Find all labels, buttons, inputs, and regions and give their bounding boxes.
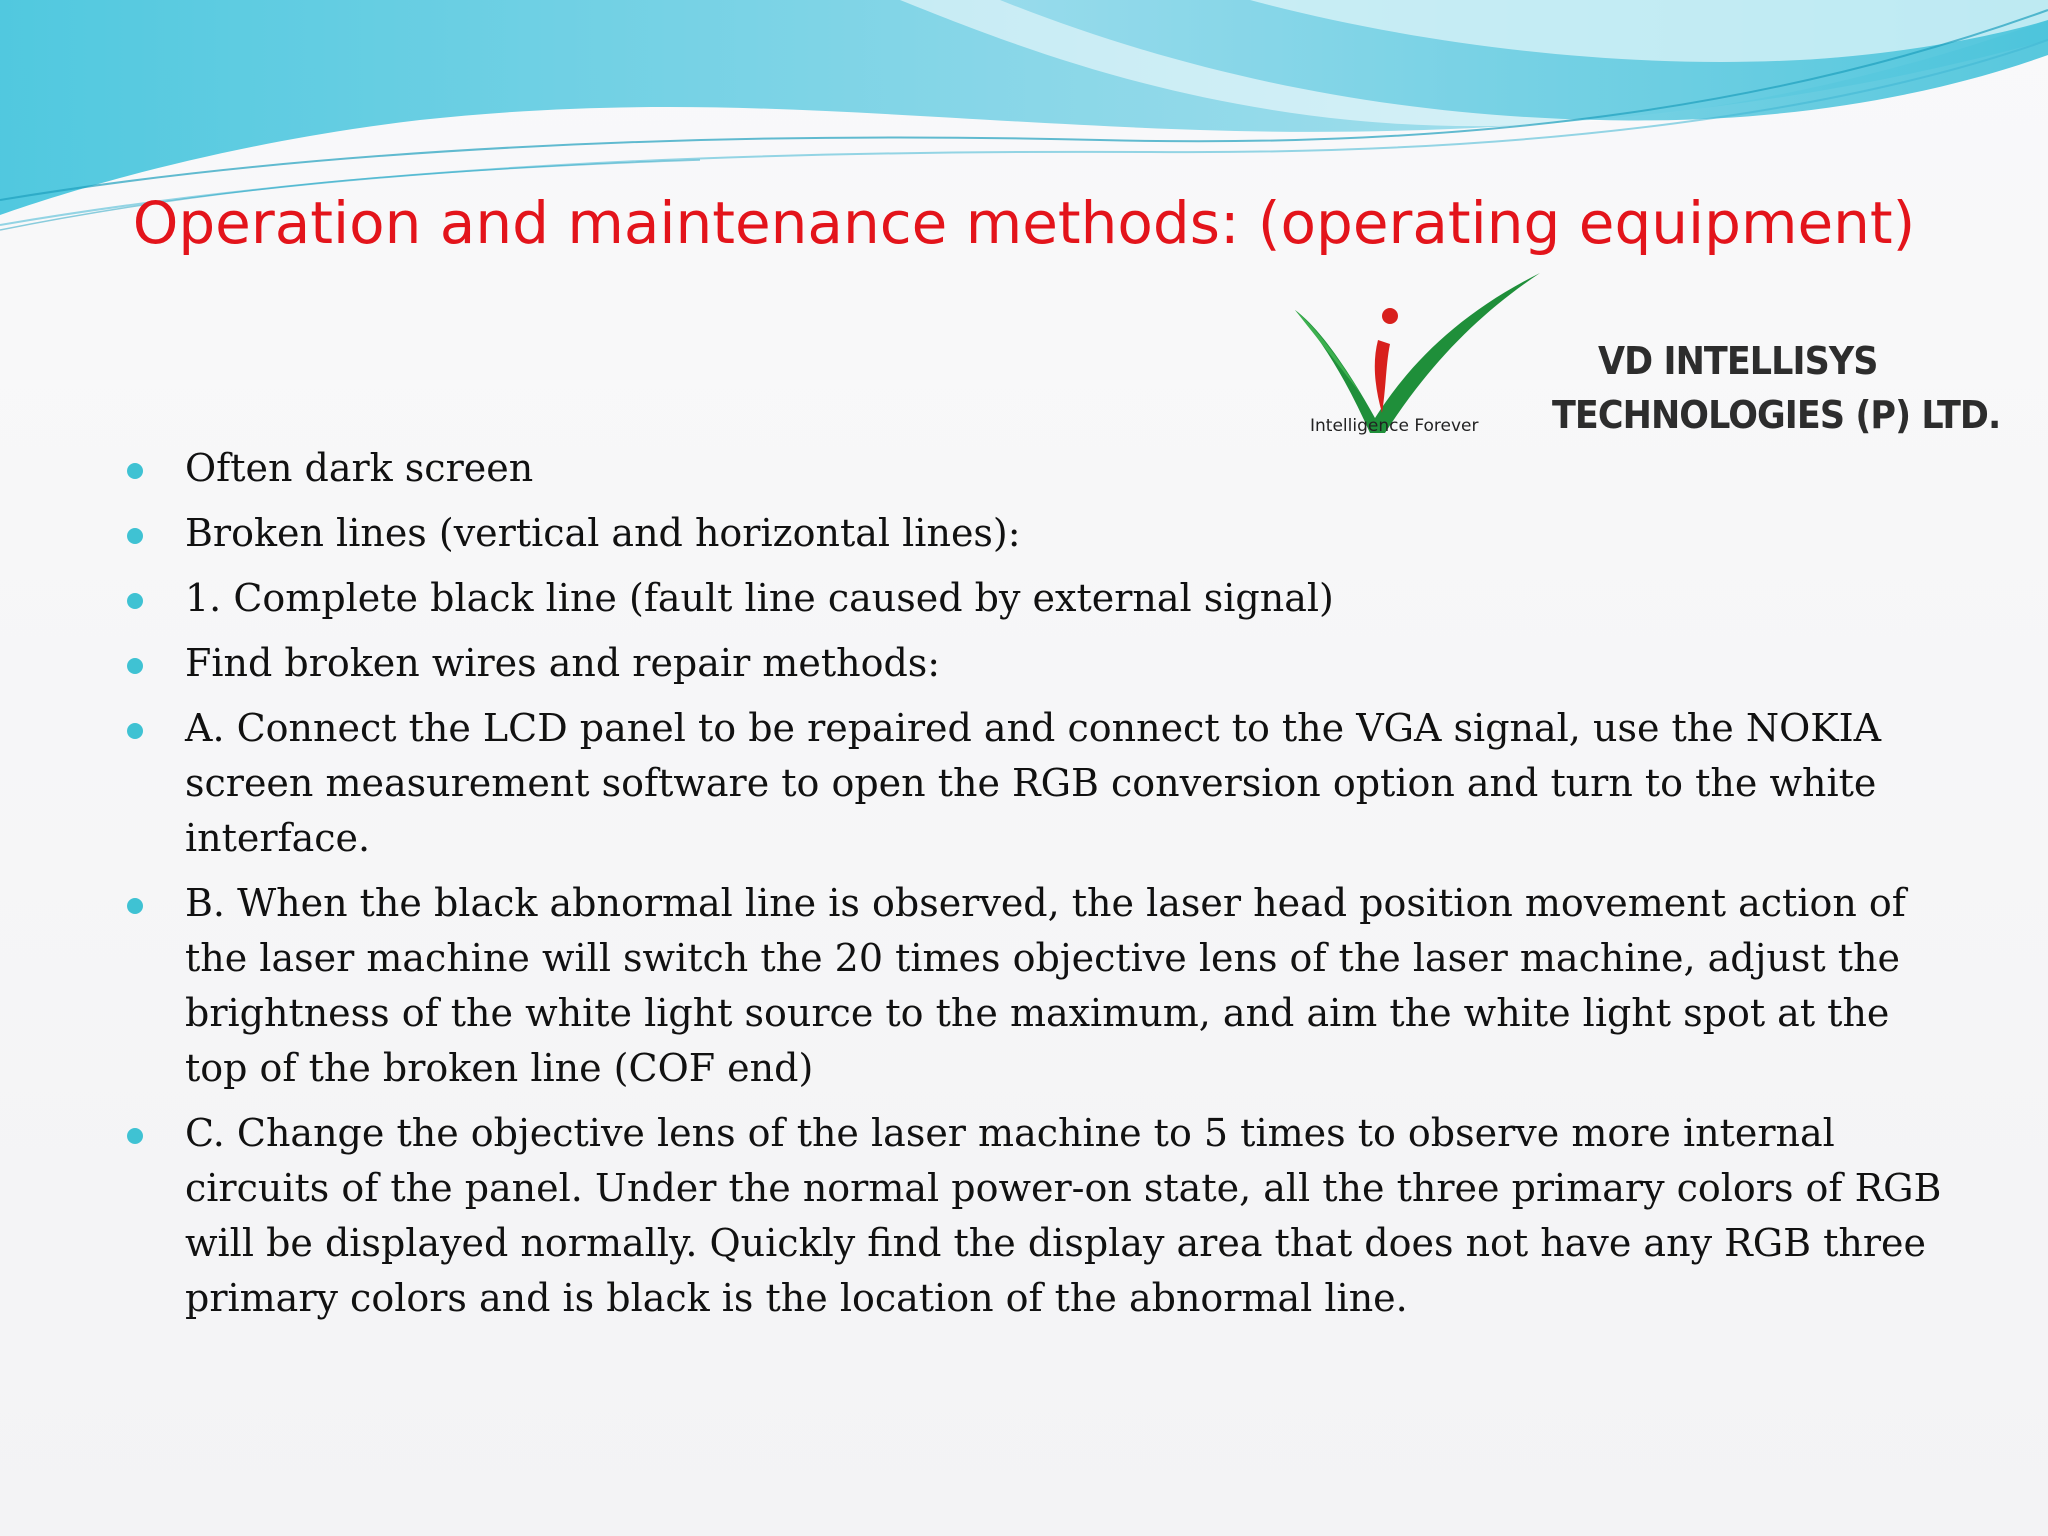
logo-tagline: Intelligence Forever xyxy=(1310,416,1479,436)
bullet-text: Broken lines (vertical and horizontal lines): xyxy=(185,511,1021,555)
bullet-item xyxy=(125,506,1945,561)
bullet-text: Often dark screen xyxy=(185,446,534,490)
bullet-item xyxy=(125,876,1945,1096)
bullet-text: C. Change the objective lens of the laser machine to 5 times to observe more internal circuits of the panel. Under the normal power-on state, all the three primary colors of RGB will be displayed normally. Quickly find the display area that does not have any RGB three primary colors and is black is the location of the abnormal line. xyxy=(185,1111,1942,1320)
bullet-list xyxy=(125,441,1945,1336)
bullet-dot-icon xyxy=(127,463,143,479)
bullet-dot-icon xyxy=(127,658,143,674)
company-name-line1: VD INTELLISYS xyxy=(1598,339,1878,383)
bullet-item xyxy=(125,441,1945,496)
bullet-item xyxy=(125,1106,1945,1326)
bullet-dot-icon xyxy=(127,528,143,544)
slide-title: Operation and maintenance methods: (operating equipment) xyxy=(132,189,1916,257)
bullet-dot-icon xyxy=(127,898,143,914)
bullet-text: A. Connect the LCD panel to be repaired and connect to the VGA signal, use the NOKIA screen measurement software to open the RGB conversion option and turn to the white interface. xyxy=(185,706,1882,860)
bullet-text: B. When the black abnormal line is observed, the laser head position movement action of the laser machine will switch the 20 times objective lens of the laser machine, adjust the brightness of the white light source to the maximum, and aim the white light spot at the top of the broken line (COF end) xyxy=(185,881,1906,1090)
bullet-item xyxy=(125,571,1945,626)
bullet-dot-icon xyxy=(127,723,143,739)
bullet-item xyxy=(125,701,1945,866)
bullet-text: Find broken wires and repair methods: xyxy=(185,641,941,685)
company-name xyxy=(1552,334,2001,442)
bullet-dot-icon xyxy=(127,593,143,609)
bullet-text: 1. Complete black line (fault line caused by external signal) xyxy=(185,576,1334,620)
company-name-line2: TECHNOLOGIES (P) LTD. xyxy=(1552,393,2001,437)
bullet-item xyxy=(125,636,1945,691)
company-logo xyxy=(1290,268,2001,443)
bullet-dot-icon xyxy=(127,1128,143,1144)
